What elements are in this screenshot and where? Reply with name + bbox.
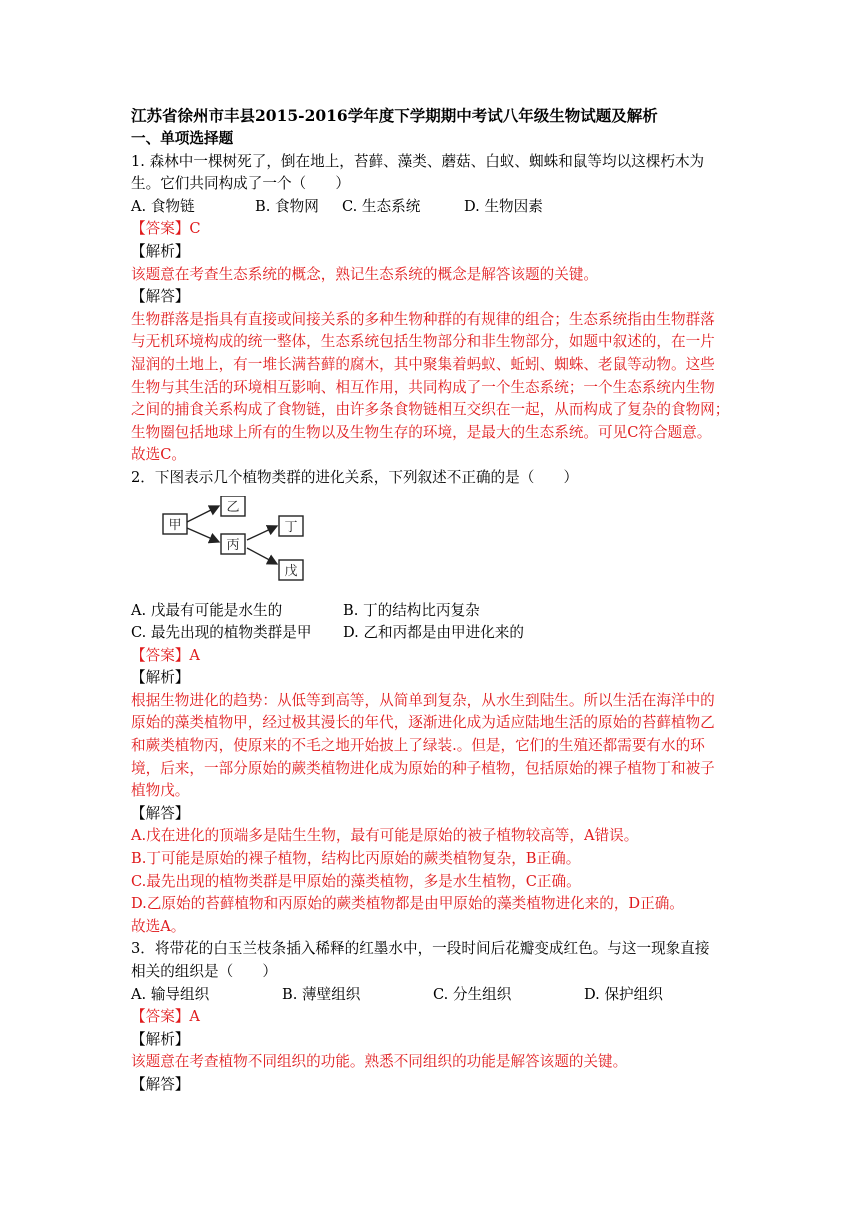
option-a: A. 食物链 xyxy=(131,197,195,215)
node-ding: 丁 xyxy=(284,519,298,535)
arrow-jia-bing xyxy=(187,528,219,542)
solution-text: B.丁可能是原始的裸子植物，结构比丙原始的蕨类植物复杂，B正确。 xyxy=(131,850,581,868)
arrow-bing-ding xyxy=(247,526,277,540)
option-d: D. 保护组织 xyxy=(584,985,663,1003)
analysis-text: 原始的藻类植物甲，经过极其漫长的年代，逐渐进化成为适应陆地生活的原始的苔藓植物乙 xyxy=(131,714,715,732)
solution-text: C.最先出现的植物类群是甲原始的藻类植物，多是水生植物，C正确。 xyxy=(131,872,581,890)
question-stem: 生。它们共同构成了一个（ ） xyxy=(131,175,350,193)
answer: 【答案】A xyxy=(131,1008,200,1026)
options-row xyxy=(131,600,735,623)
solution-label: 【解答】 xyxy=(131,1075,190,1093)
analysis-text: 和蕨类植物丙，使原来的不毛之地开始披上了绿装.。但是，它们的生殖还都需要有水的环 xyxy=(131,737,705,755)
node-yi: 乙 xyxy=(226,499,240,515)
option-c: C. 最先出现的植物类群是甲 xyxy=(131,624,312,642)
node-wu: 戊 xyxy=(284,563,298,579)
solution-text: 生物与其生活的环境相互影响、相互作用，共同构成了一个生态系统；一个生态系统内生物 xyxy=(131,378,715,396)
solution-text: 之间的捕食关系构成了食物链，由许多条食物链相互交织在一起，从而构成了复杂的食物网； xyxy=(131,401,730,419)
option-d: D. 乙和丙都是由甲进化来的 xyxy=(343,624,524,642)
document-page xyxy=(131,104,735,1097)
question-stem: 相关的组织是（ ） xyxy=(131,963,277,980)
solution-text: D.乙原始的苔藓植物和丙原始的蕨类植物都是由甲原始的藻类植物进化来的，D正确。 xyxy=(131,895,684,913)
question-stem: 2．下图表示几个植物类群的进化关系，下列叙述不正确的是（ ） xyxy=(131,468,579,486)
option-b: B. 食物网 xyxy=(255,197,319,215)
options-row xyxy=(131,196,735,219)
section-heading: 一、单项选择题 xyxy=(131,130,234,147)
answer: 【答案】A xyxy=(131,646,200,664)
solution-label: 【解答】 xyxy=(131,804,190,822)
option-b: B. 薄壁组织 xyxy=(282,985,361,1003)
option-b: B. 丁的结构比丙复杂 xyxy=(343,601,480,619)
solution-text: 与无机环境构成的统一整体，生态系统包括生物部分和非生物部分，如题中叙述的，在一片 xyxy=(131,333,715,351)
analysis-label: 【解析】 xyxy=(131,669,190,687)
document-title: 江苏省徐州市丰县2015-2016学年度下学期期中考试八年级生物试题及解析 xyxy=(131,106,658,125)
solution-text: 生物圈包括地球上所有的生物以及生物生存的环境，是最大的生态系统。可见C符合题意。 xyxy=(131,423,712,441)
question-3 xyxy=(131,938,735,1096)
option-c: C. 生态系统 xyxy=(342,197,421,215)
question-1 xyxy=(131,151,735,467)
node-jia: 甲 xyxy=(168,517,182,533)
option-d: D. 生物因素 xyxy=(464,197,543,215)
arrow-jia-yi xyxy=(187,506,219,522)
solution-text: 故选C。 xyxy=(131,446,186,464)
analysis-text: 境，后来，一部分原始的蕨类植物进化成为原始的种子植物，包括原始的裸子植物丁和被子 xyxy=(131,759,715,777)
option-a: A. 输导组织 xyxy=(131,985,210,1003)
node-bing: 丙 xyxy=(226,537,240,553)
question-stem: 1. 森林中一棵树死了，倒在地上，苔藓、藻类、蘑菇、白蚁、蜘蛛和鼠等均以这棵朽木为 xyxy=(131,152,705,170)
question-2 xyxy=(131,467,735,939)
solution-text: 湿润的土地上，有一堆长满苔藓的腐木，其中聚集着蚂蚁、蚯蚓、蜘蛛、老鼠等动物。这些 xyxy=(131,355,715,373)
solution-text: A.戊在进化的顶端多是陆生生物，最有可能是原始的被子植物较高等，A错误。 xyxy=(131,827,639,845)
analysis-text: 根据生物进化的趋势：从低等到高等，从简单到复杂，从水生到陆生。所以生活在海洋中的 xyxy=(131,691,715,709)
evolution-diagram xyxy=(131,496,735,592)
option-c: C. 分生组织 xyxy=(433,985,512,1003)
options-row xyxy=(131,622,735,645)
analysis-text: 该题意在考查生态系统的概念，熟记生态系统的概念是解答该题的关键。 xyxy=(131,265,599,283)
option-a: A. 戊最有可能是水生的 xyxy=(131,601,283,619)
options-row xyxy=(131,984,735,1007)
question-stem: 3．将带花的白玉兰枝条插入稀释的红墨水中，一段时间后花瓣变成红色。与这一现象直接 xyxy=(131,940,710,958)
solution-label: 【解答】 xyxy=(131,288,190,306)
analysis-label: 【解析】 xyxy=(131,242,190,260)
analysis-text: 植物戊。 xyxy=(131,782,190,800)
evolution-diagram-svg xyxy=(161,496,341,588)
solution-text: 故选A。 xyxy=(131,917,186,935)
arrow-bing-wu xyxy=(247,548,277,564)
analysis-label: 【解析】 xyxy=(131,1030,190,1048)
answer: 【答案】C xyxy=(131,220,201,238)
analysis-text: 该题意在考查植物不同组织的功能。熟悉不同组织的功能是解答该题的关键。 xyxy=(131,1053,628,1071)
solution-text: 生物群落是指具有直接或间接关系的多种生物种群的有规律的组合；生态系统指由生物群落 xyxy=(131,310,715,328)
